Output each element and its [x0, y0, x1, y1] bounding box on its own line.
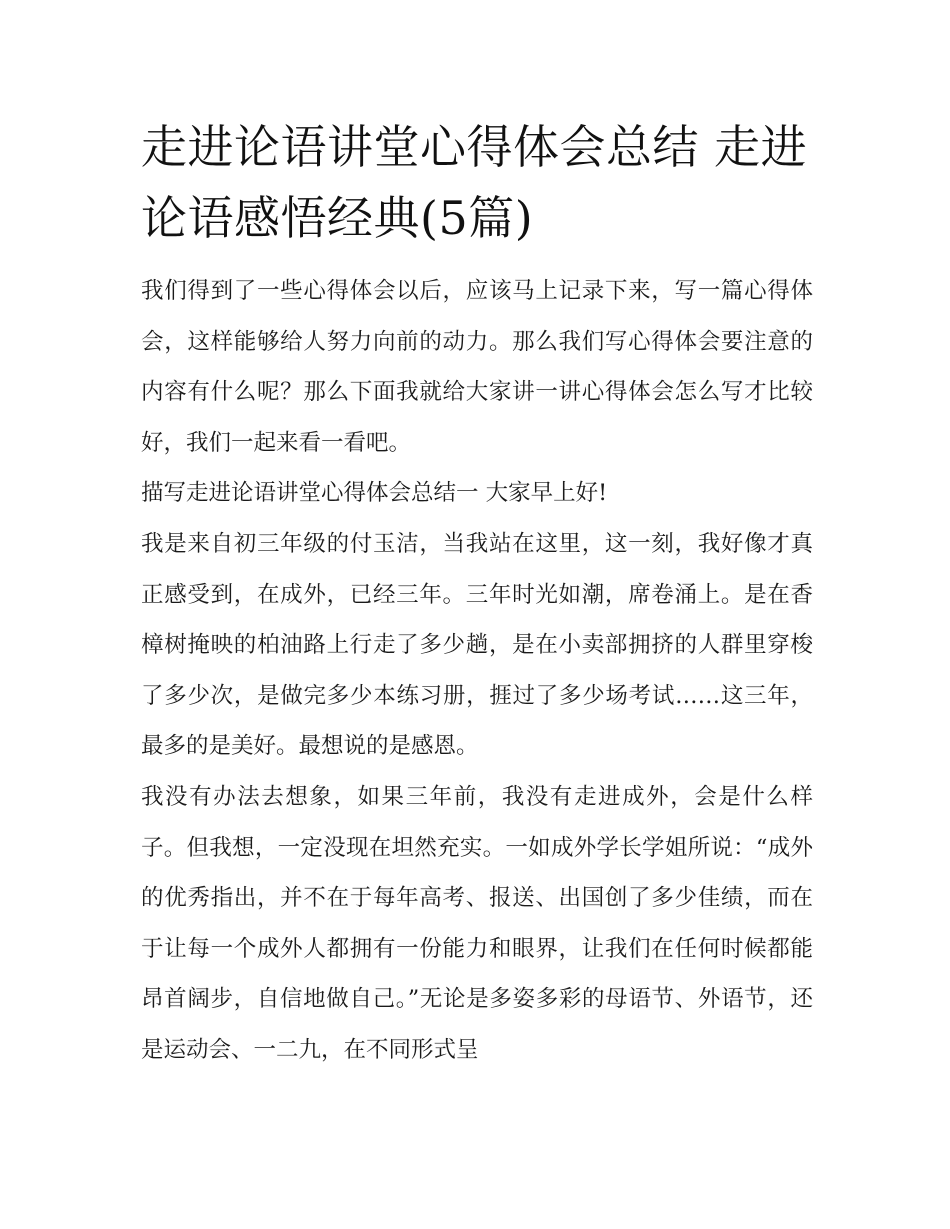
- paragraph-section-heading: 描写走进论语讲堂心得体会总结一 大家早上好!: [141, 480, 608, 507]
- paragraph-speech-reflection: 我没有办法去想象，如果三年前，我没有走进成外，会是什么样子。但我想，一定没现在坦然充实。一如成外学长学姐所说：“成外的优秀指出，并不在于每年高考、报送、出国创了多少佳绩，而在于让每一个成外人都拥有一份能力和眼界，让我们在任何时候都能昂首阔步，自信地做自己。”无论是多姿多彩的母语节、外语节，还是运动会、一二九，在不同形式呈: [141, 783, 813, 1063]
- document-title: 走进论语讲堂心得体会总结 走进论语感悟经典(5篇): [141, 120, 808, 245]
- paragraph-intro: 我们得到了一些心得体会以后，应该马上记录下来，写一篇心得体会，这样能够给人努力向前的动力。那么我们写心得体会要注意的内容有什么呢？那么下面我就给大家讲一讲心得体会怎么写才比较好，我们一起来看一看吧。: [141, 278, 813, 456]
- paragraph-speech-opening: 我是来自初三年级的付玉洁，当我站在这里，这一刻，我好像才真正感受到，在成外，已经三年。三年时光如潮，席卷涌上。是在香樟树掩映的柏油路上行走了多少趟，是在小卖部拥挤的人群里穿梭了多少次，是做完多少本练习册，捱过了多少场考试……这三年，最多的是美好。最想说的是感恩。: [141, 530, 813, 760]
- document-body: [141, 112, 813, 1076]
